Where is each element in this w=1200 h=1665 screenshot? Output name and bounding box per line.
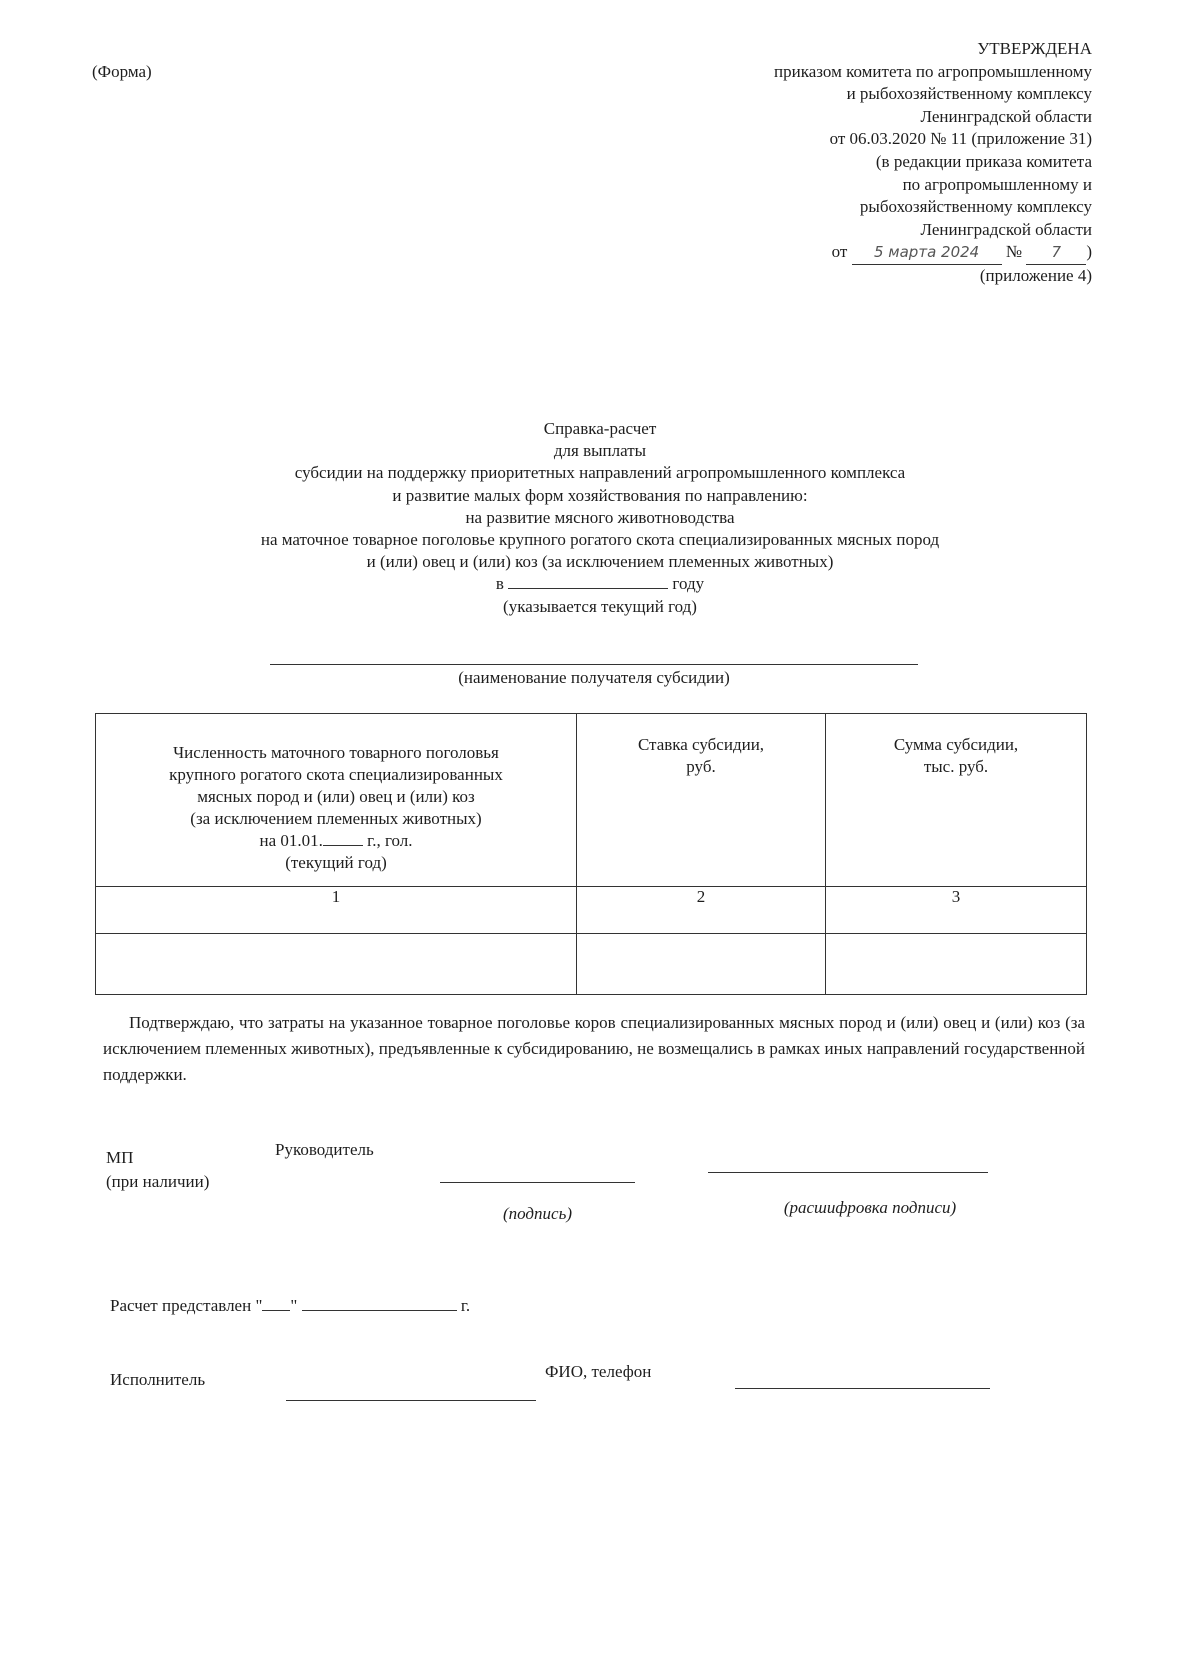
number-label: № [1005,242,1023,262]
document-title [120,418,1080,618]
executor-name-field[interactable] [286,1400,536,1401]
headcount-cell[interactable] [96,934,577,995]
column-number-3: 3 [826,887,1087,934]
header-text: (за исключением племенных животных) [190,809,482,828]
title-line: на развитие мясного животноводства [465,507,735,527]
amendment-date-line [592,241,1092,265]
approval-line: Ленинградской области [920,106,1092,126]
year-line [120,573,1080,595]
amendment-number-handwritten: 7 [1026,241,1086,265]
header-text: руб. [686,757,716,776]
signature-label: (подпись) [503,1204,572,1223]
approval-line: рыбохозяйственному комплексу [859,197,1092,217]
year-pre: в [495,574,504,594]
header-text: тыс. руб. [923,757,989,776]
header-amount [826,714,1087,887]
signature-field[interactable] [440,1182,635,1183]
header-text: (текущий год) [285,853,387,872]
header-text: Ставка субсидии, [637,735,765,754]
confirmation-paragraph: Подтверждаю, что затраты на указанное товарное поголовье коров специализированных мясных пород и (или) овец и (или) коз (за исключением племенных животных), предъявленные к субсидированию, не возмещались в рамках иных направлений государственной поддержки. [103,1013,1085,1084]
table-data-row [96,934,1087,995]
approval-line: от 06.03.2020 № 11 (приложение 31) [829,129,1092,149]
presented-line [110,1296,470,1316]
year-post: году [672,574,705,594]
approval-title: УТВЕРЖДЕНА [977,39,1092,58]
header-year-blank[interactable] [323,845,363,846]
presented-day-field[interactable] [262,1310,290,1311]
header-date-line [96,830,576,852]
executor-label: Исполнитель [110,1370,206,1389]
title-line: и развитие малых форм хозяйствования по направлению: [392,485,808,505]
approval-stamp [592,38,1092,288]
recipient-field[interactable] [270,664,918,665]
amount-cell[interactable] [826,934,1087,995]
column-number-2: 2 [577,887,826,934]
header-date-pre: на 01.01. [259,831,323,850]
header-headcount [96,714,577,887]
header-text: Численность маточного товарного поголовья [173,743,499,762]
from-label: от [831,242,848,262]
approval-appendix: (приложение 4) [979,265,1092,285]
presented-quote: " [290,1296,298,1315]
approval-line: Ленинградской области [920,219,1092,239]
seal-note: (при наличии) [106,1172,210,1191]
presented-month-field[interactable] [302,1310,457,1311]
header-rate [577,714,826,887]
title-line: Справка-расчет [543,419,657,438]
presented-year-suffix: г. [460,1296,471,1315]
table-number-row [96,887,1087,934]
year-field[interactable] [508,588,668,589]
rate-cell[interactable] [577,934,826,995]
amendment-date-handwritten: 5 марта 2024 [852,241,1002,265]
header-date-post: г., гол. [367,831,413,850]
recipient-label: (наименование получателя субсидии) [458,668,730,687]
header-text: крупного рогатого скота специализированных [169,765,503,784]
closing-paren: ) [1086,242,1092,262]
table-header-row [96,714,1087,887]
approval-line: по агропромышленному и [902,174,1092,194]
subsidy-table [95,713,1087,995]
form-label: (Форма) [92,62,152,81]
signature-decode-field[interactable] [708,1172,988,1173]
head-label: Руководитель [275,1140,374,1159]
title-line: для выплаты [553,441,647,461]
seal-label: МП [106,1148,134,1167]
title-line: и (или) овец и (или) коз (за исключением племенных животных) [366,552,834,572]
approval-line: (в редакции приказа комитета [875,151,1092,171]
title-line: субсидии на поддержку приоритетных направлений агропромышленного комплекса [294,463,906,483]
title-line: на маточное товарное поголовье крупного рогатого скота специализированных мясных пород [260,530,940,550]
header-text: мясных пород и (или) овец и (или) коз [197,787,475,806]
fio-phone-label: ФИО, телефон [545,1362,652,1381]
seal-block [106,1146,209,1194]
executor-phone-field[interactable] [735,1388,990,1389]
approval-line: приказом комитета по агропромышленному [774,61,1092,81]
presented-label: Расчет представлен " [110,1296,263,1315]
column-number-1: 1 [96,887,577,934]
year-hint: (указывается текущий год) [503,596,697,616]
signature-decode-label: (расшифровка подписи) [783,1198,957,1217]
approval-line: и рыбохозяйственному комплексу [846,84,1092,104]
header-text: Сумма субсидии, [893,735,1019,754]
